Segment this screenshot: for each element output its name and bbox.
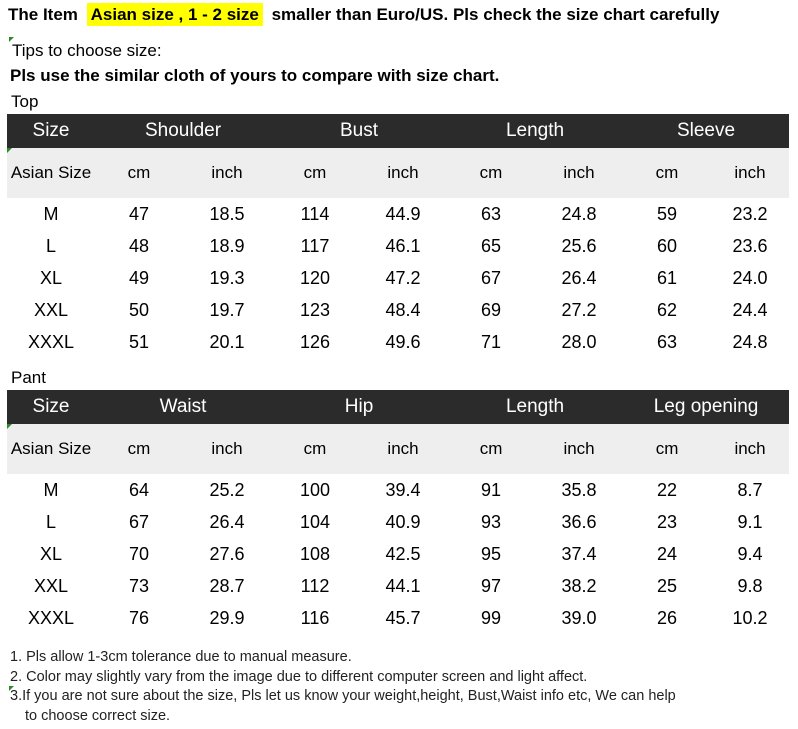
value-cell: 126 <box>299 331 331 352</box>
value-cell: 36.6 <box>561 511 597 532</box>
header-line <box>8 5 719 25</box>
table-row <box>7 294 789 326</box>
value-cell: 50 <box>128 299 150 320</box>
value-cell: 67 <box>480 267 502 288</box>
value-cell: 67 <box>128 511 150 532</box>
table-row <box>7 538 789 570</box>
value-cell: 42.5 <box>385 543 421 564</box>
value-cell: 27.2 <box>561 299 597 320</box>
corner-marker-icon <box>9 686 14 691</box>
value-cell: 108 <box>299 543 331 564</box>
unit-inch: inch <box>359 148 447 198</box>
value-cell: 59 <box>656 203 678 224</box>
value-cell: 63 <box>480 203 502 224</box>
asian-size-label: Asian Size <box>7 424 95 474</box>
value-cell: 104 <box>299 511 331 532</box>
value-cell: 28.0 <box>561 331 597 352</box>
value-cell: 39.0 <box>561 607 597 628</box>
value-cell: 70 <box>128 543 150 564</box>
size-cell: XL <box>39 543 63 564</box>
size-cell: XL <box>39 267 63 288</box>
unit-cm: cm <box>623 148 711 198</box>
value-cell: 117 <box>300 235 330 256</box>
column-header: Leg opening <box>623 390 789 424</box>
value-cell: 37.4 <box>561 543 597 564</box>
value-cell: 69 <box>480 299 502 320</box>
value-cell: 49.6 <box>385 331 421 352</box>
value-cell: 26.4 <box>209 511 245 532</box>
column-header: Sleeve <box>623 114 789 148</box>
note-item: 2. Color may slightly vary from the image due to different computer screen and light affect. <box>10 668 588 685</box>
asian-size-label: Asian Size <box>7 148 95 198</box>
table-row <box>7 198 789 230</box>
value-cell: 35.8 <box>561 479 597 500</box>
value-cell: 38.2 <box>561 575 597 596</box>
value-cell: 22 <box>657 479 678 500</box>
note-item: 3.If you are not sure about the size, Pls let us know your weight,height, Bust,Waist info etc, We can help <box>10 688 676 704</box>
unit-inch: inch <box>711 148 789 198</box>
table-row <box>7 262 789 294</box>
value-cell: 27.6 <box>209 543 245 564</box>
column-header: Size <box>7 114 95 148</box>
table-row <box>7 474 789 506</box>
value-cell: 116 <box>300 607 330 628</box>
column-header: Shoulder <box>95 114 271 148</box>
unit-cm: cm <box>271 148 359 198</box>
size-cell: M <box>43 203 59 224</box>
table-row <box>7 506 789 538</box>
value-cell: 25.6 <box>561 235 597 256</box>
notes-list <box>10 648 676 726</box>
value-cell: 26.4 <box>561 267 597 288</box>
value-cell: 39.4 <box>385 479 421 500</box>
value-cell: 123 <box>299 299 331 320</box>
value-cell: 71 <box>480 331 502 352</box>
unit-cm: cm <box>271 424 359 474</box>
value-cell: 44.9 <box>385 203 421 224</box>
value-cell: 24.4 <box>732 299 768 320</box>
value-cell: 76 <box>128 607 150 628</box>
pant-section-label: Pant <box>11 368 46 387</box>
column-header: Length <box>447 114 623 148</box>
top-size-table <box>7 114 789 358</box>
value-cell: 73 <box>128 575 150 596</box>
value-cell: 100 <box>299 479 331 500</box>
pant-header-row <box>7 390 789 424</box>
value-cell: 120 <box>299 267 331 288</box>
value-cell: 61 <box>656 267 678 288</box>
header-suffix: smaller than Euro/US. Pls check the size chart carefully <box>271 5 720 24</box>
value-cell: 60 <box>656 235 678 256</box>
note-item: 1. Pls allow 1-3cm tolerance due to manual measure. <box>10 649 352 665</box>
header-highlight: Asian size , 1 - 2 size <box>87 3 263 26</box>
value-cell: 99 <box>481 607 502 628</box>
value-cell: 48.4 <box>385 299 421 320</box>
value-cell: 9.8 <box>737 575 763 596</box>
header-prefix: The Item <box>8 5 78 24</box>
value-cell: 24.0 <box>732 267 768 288</box>
value-cell: 62 <box>656 299 678 320</box>
size-cell: XXXL <box>27 331 75 352</box>
unit-cm: cm <box>95 424 183 474</box>
value-cell: 65 <box>480 235 502 256</box>
table-row <box>7 326 789 358</box>
value-cell: 9.1 <box>737 511 763 532</box>
value-cell: 23.2 <box>732 203 768 224</box>
value-cell: 25 <box>657 575 678 596</box>
value-cell: 23.6 <box>732 235 768 256</box>
pant-size-table <box>7 390 789 634</box>
table-row <box>7 230 789 262</box>
column-header: Size <box>7 390 95 424</box>
value-cell: 18.9 <box>209 235 245 256</box>
pant-rows <box>7 474 789 634</box>
value-cell: 28.7 <box>209 575 245 596</box>
value-cell: 24.8 <box>732 331 768 352</box>
corner-marker-icon <box>7 148 12 153</box>
value-cell: 18.5 <box>209 203 245 224</box>
value-cell: 91 <box>481 479 502 500</box>
value-cell: 44.1 <box>385 575 421 596</box>
value-cell: 8.7 <box>737 479 763 500</box>
pant-units-row <box>7 424 789 474</box>
note-item: to choose correct size. <box>25 707 171 724</box>
value-cell: 46.1 <box>385 235 421 256</box>
column-header: Waist <box>95 390 271 424</box>
compare-instruction: Pls use the similar cloth of yours to compare with size chart. <box>10 66 500 85</box>
unit-inch: inch <box>183 148 271 198</box>
value-cell: 20.1 <box>209 331 245 352</box>
size-cell: XXL <box>33 575 69 596</box>
size-cell: M <box>43 479 59 500</box>
column-header: Length <box>447 390 623 424</box>
top-rows <box>7 198 789 358</box>
value-cell: 51 <box>128 331 150 352</box>
unit-cm: cm <box>623 424 711 474</box>
corner-marker-icon <box>7 424 12 429</box>
size-cell: XXXL <box>27 607 75 628</box>
value-cell: 9.4 <box>737 543 763 564</box>
value-cell: 29.9 <box>209 607 245 628</box>
value-cell: 64 <box>128 479 150 500</box>
value-cell: 97 <box>481 575 502 596</box>
column-header: Hip <box>271 390 447 424</box>
unit-cm: cm <box>447 148 535 198</box>
unit-cm: cm <box>447 424 535 474</box>
value-cell: 26 <box>657 607 678 628</box>
value-cell: 112 <box>300 575 330 596</box>
unit-inch: inch <box>535 424 623 474</box>
value-cell: 47 <box>128 203 150 224</box>
size-cell: XXL <box>33 299 69 320</box>
value-cell: 48 <box>128 235 150 256</box>
value-cell: 19.7 <box>209 299 245 320</box>
value-cell: 47.2 <box>385 267 421 288</box>
size-cell: L <box>45 235 56 256</box>
top-section-label: Top <box>11 92 39 111</box>
value-cell: 45.7 <box>385 607 421 628</box>
unit-inch: inch <box>359 424 447 474</box>
table-row <box>7 602 789 634</box>
unit-cm: cm <box>95 148 183 198</box>
value-cell: 25.2 <box>209 479 245 500</box>
value-cell: 93 <box>481 511 502 532</box>
value-cell: 95 <box>481 543 502 564</box>
unit-inch: inch <box>711 424 789 474</box>
unit-inch: inch <box>535 148 623 198</box>
column-header: Bust <box>271 114 447 148</box>
value-cell: 23 <box>657 511 678 532</box>
tips-heading: Tips to choose size: <box>12 41 162 60</box>
value-cell: 24.8 <box>561 203 597 224</box>
unit-inch: inch <box>183 424 271 474</box>
top-units-row <box>7 148 789 198</box>
value-cell: 114 <box>300 203 330 224</box>
value-cell: 10.2 <box>732 607 768 628</box>
value-cell: 24 <box>657 543 678 564</box>
value-cell: 63 <box>656 331 678 352</box>
size-cell: L <box>45 511 56 532</box>
top-header-row <box>7 114 789 148</box>
value-cell: 40.9 <box>385 511 421 532</box>
value-cell: 49 <box>128 267 150 288</box>
value-cell: 19.3 <box>209 267 245 288</box>
table-row <box>7 570 789 602</box>
